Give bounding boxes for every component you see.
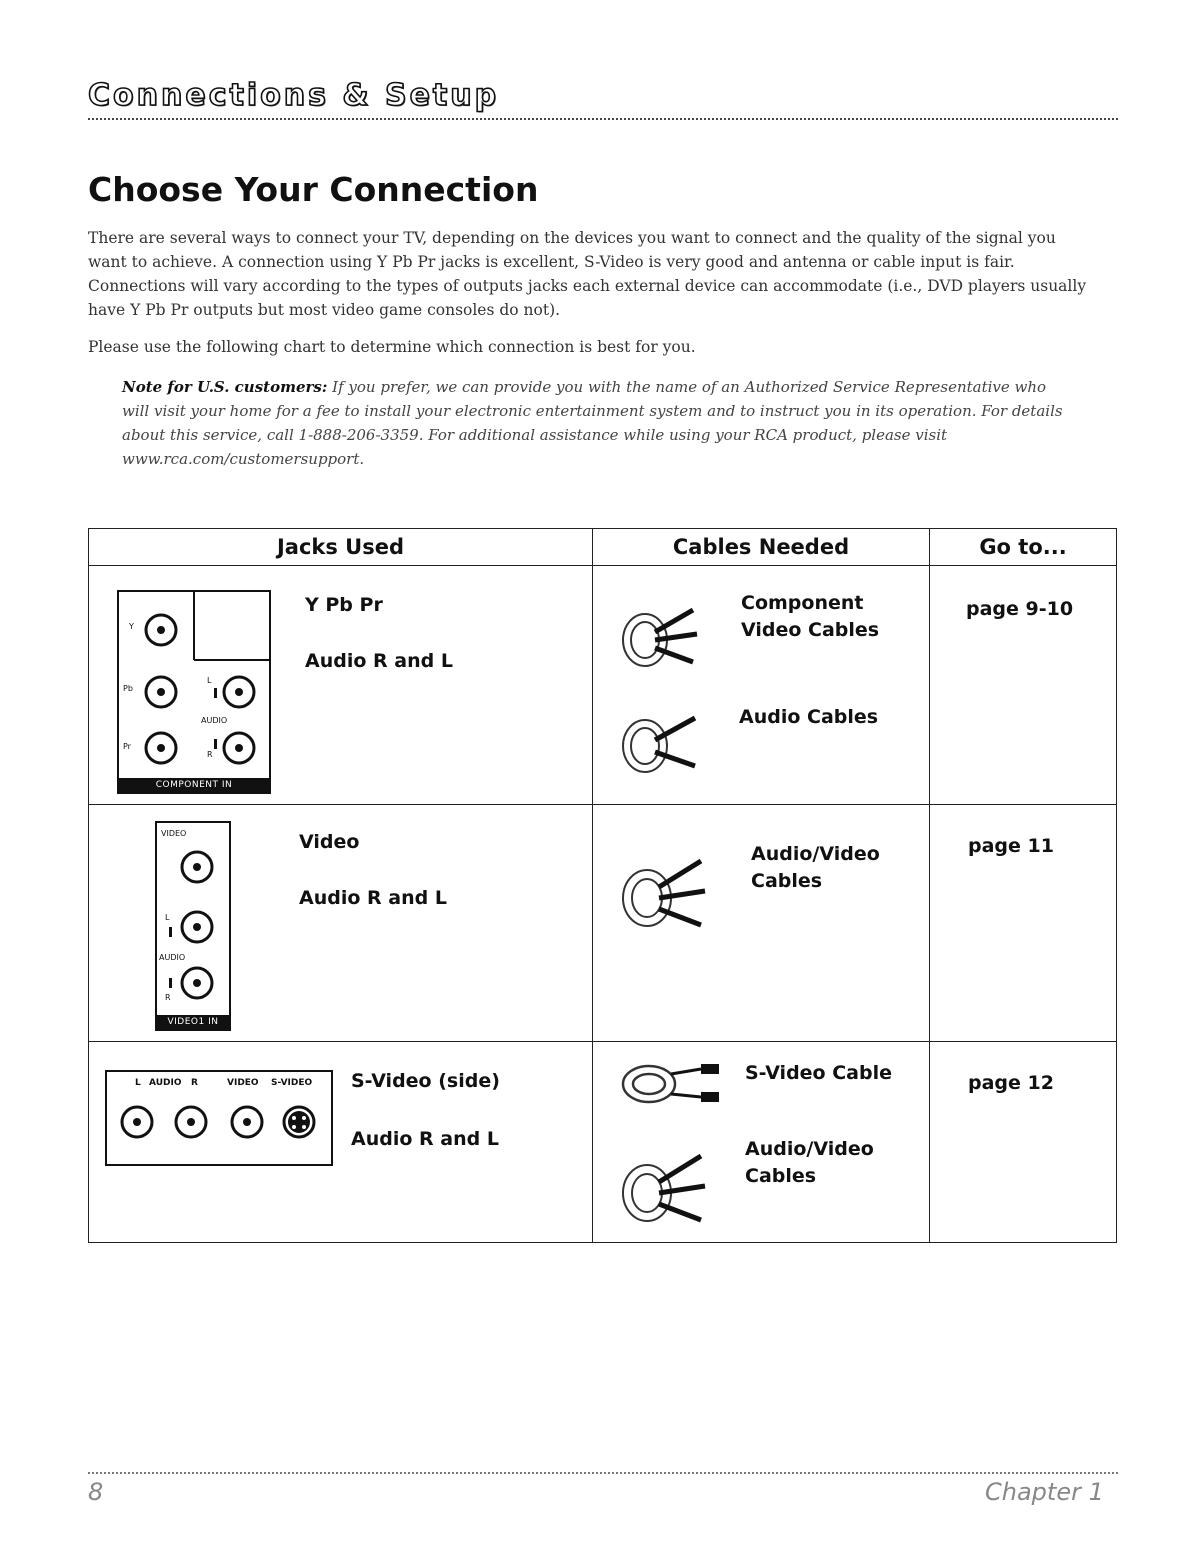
header-rule xyxy=(88,118,1118,120)
jack-label-video: VIDEO xyxy=(227,1078,259,1088)
note-text: If you prefer, we can provide you with the name of an Authorized Service Representative who will visit your home for a fee to install your electronic entertainment system and to instruct you in its operation. For details about this service, call 1-888-206-3359. For additional assistance while using your RCA product, please visit www.rca.com/customersupport. xyxy=(122,378,1063,468)
av-cable-icon xyxy=(615,1138,725,1238)
rca-jack-icon xyxy=(119,592,269,792)
cable-name: Audio Cables xyxy=(739,706,879,728)
video-jack-panel xyxy=(155,821,231,1031)
cable-name: Component Video Cables xyxy=(741,592,880,641)
jack-label-s-video: S-VIDEO xyxy=(271,1078,313,1088)
table-row xyxy=(89,805,1117,1042)
page-reference: page 11 xyxy=(968,835,1054,857)
instruction-text: Please use the following chart to determine which connection is best for you. xyxy=(88,338,696,356)
s-video-cable-icon xyxy=(615,1056,725,1112)
intro-paragraph: There are several ways to connect your TV, depending on the devices you want to connect and the quality of the signal you want to achieve. A connection using Y Pb Pr jacks is excellent, S-Video is very good and antenna or cable input is fair. Connections will vary according to the types of outputs jacks each external device can accommodate (i.e., DVD players usually have Y Pb Pr outputs but most video game consoles do not). xyxy=(88,229,1087,319)
jacks-cell xyxy=(89,805,593,1042)
table-row xyxy=(89,1042,1117,1243)
jack-label-audio: AUDIO xyxy=(159,953,186,962)
header-jacks-used: Jacks Used xyxy=(89,529,593,566)
customer-note xyxy=(122,375,1072,471)
header-cables-needed: Cables Needed xyxy=(593,529,930,566)
jack-name: Audio R and L xyxy=(299,887,447,909)
cables-cell xyxy=(593,1042,930,1243)
jack-label-video: VIDEO xyxy=(161,829,187,838)
footer-rule xyxy=(88,1472,1118,1474)
jack-label-audio: AUDIO xyxy=(201,716,228,725)
page-reference: page 9-10 xyxy=(966,598,1074,620)
cables-cell xyxy=(593,566,930,805)
panel-caption: VIDEO1 IN xyxy=(157,1015,229,1029)
jack-label-l: L xyxy=(135,1078,141,1088)
jacks-cell xyxy=(89,566,593,805)
jack-label-y: Y xyxy=(129,622,134,631)
audio-cable-icon xyxy=(615,696,715,786)
note-label: Note for U.S. customers: xyxy=(122,378,328,396)
jack-name: Audio R and L xyxy=(351,1128,499,1150)
cable-name: S-Video Cable xyxy=(745,1062,892,1084)
component-jack-panel xyxy=(117,590,271,794)
goto-cell xyxy=(930,1042,1117,1243)
section-title: Connections & Setup xyxy=(88,78,500,113)
jack-label-r: R xyxy=(207,750,213,759)
goto-cell xyxy=(930,566,1117,805)
jack-name: Video xyxy=(299,831,360,853)
jack-label-audio: AUDIO xyxy=(149,1078,182,1088)
jack-label-r: R xyxy=(165,993,171,1002)
jack-label-l: L xyxy=(165,913,170,922)
av-cable-icon xyxy=(615,843,725,943)
side-jack-panel xyxy=(105,1070,333,1166)
jack-name: Audio R and L xyxy=(305,650,453,672)
page-reference: page 12 xyxy=(968,1072,1054,1094)
jack-label-l: L xyxy=(207,676,212,685)
jack-label-r: R xyxy=(191,1078,198,1088)
jack-name: Y Pb Pr xyxy=(305,594,383,616)
cable-name: Audio/Video Cables xyxy=(751,843,880,892)
jack-label-pb: Pb xyxy=(123,684,133,693)
panel-caption: COMPONENT IN xyxy=(119,778,269,792)
header-go-to: Go to... xyxy=(930,529,1117,566)
cables-cell xyxy=(593,805,930,1042)
page-number: 8 xyxy=(88,1478,104,1506)
jack-name: S-Video (side) xyxy=(351,1070,500,1092)
jack-label-pr: Pr xyxy=(123,742,131,751)
component-cable-icon xyxy=(615,590,715,680)
rca-jack-icon xyxy=(157,823,229,1029)
cable-name: Audio/Video Cables xyxy=(745,1138,874,1187)
goto-cell xyxy=(930,805,1117,1042)
connection-table xyxy=(88,528,1117,1243)
jacks-cell xyxy=(89,1042,593,1243)
rca-jack-icon xyxy=(107,1072,331,1164)
page-heading: Choose Your Connection xyxy=(88,170,539,209)
chapter-label: Chapter 1 xyxy=(985,1478,1104,1506)
table-row xyxy=(89,566,1117,805)
